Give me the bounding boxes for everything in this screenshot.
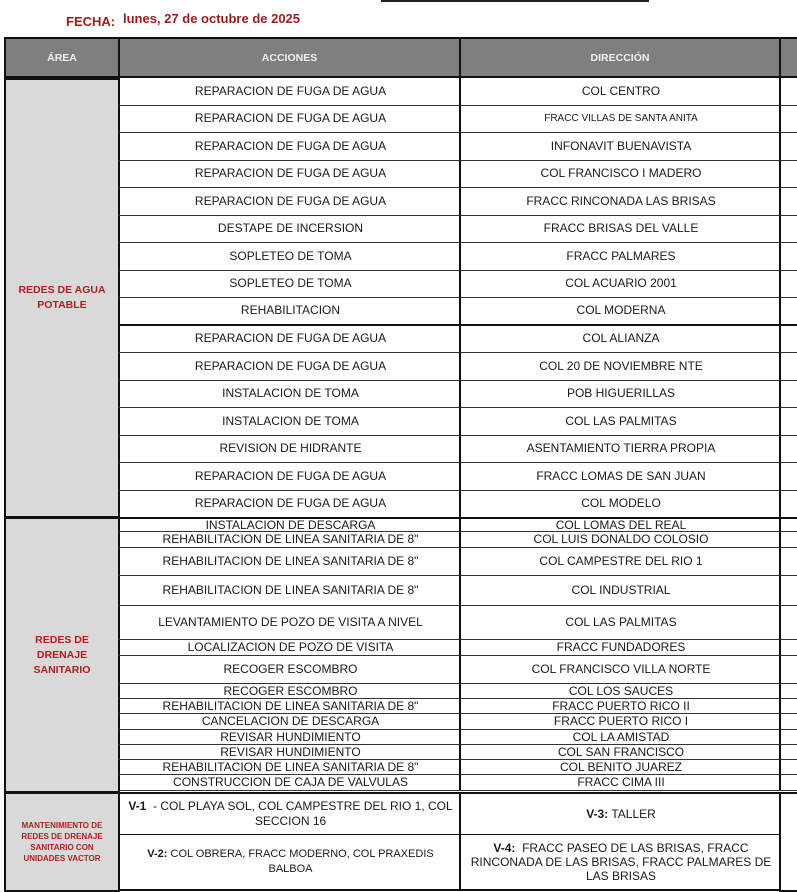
direccion-text: FRACC BRISAS DEL VALLE: [543, 221, 699, 236]
direccion-text: FRACC PALMARES: [566, 248, 676, 263]
direccion-text: COL INDUSTRIAL: [571, 583, 671, 597]
extra-col-cell: [779, 216, 797, 244]
direccion-text: COL LOS SAUCES: [568, 684, 674, 698]
accion-text: REHABILITACION DE LINEA SANITARIA DE 8": [162, 583, 419, 597]
direccion-text: ASENTAMIENTO TIERRA PROPIA: [526, 441, 716, 456]
table-row-accion: [118, 381, 461, 409]
table-row-direccion: [459, 532, 781, 548]
direccion-text: COL MODELO: [581, 496, 661, 511]
accion-text: DESTAPE DE INCERSION: [217, 221, 364, 236]
extra-col-cell: [779, 640, 797, 656]
direccion-text: COL BENITO JUAREZ: [559, 760, 683, 774]
table-row-accion: [118, 161, 461, 189]
table-row-direccion: [459, 106, 781, 134]
table-row-direccion: [459, 243, 781, 271]
table-row-direccion: [459, 656, 781, 684]
table-row-direccion: [459, 78, 781, 106]
header-direccion: DIRECCIÓN: [459, 37, 781, 78]
extra-col-cell: [779, 606, 797, 640]
table-row-accion: [118, 298, 461, 326]
header-acciones: ACCIONES: [118, 37, 461, 78]
table-row-direccion: [459, 730, 781, 745]
accion-text: REPARACION DE FUGA DE AGUA: [194, 138, 387, 153]
table-row-direccion: [459, 745, 781, 760]
table-row-accion: [118, 775, 461, 791]
table-row-direccion: [459, 548, 781, 576]
direccion-text: COL SAN FRANCISCO: [557, 745, 685, 759]
table-row-accion: [118, 684, 461, 699]
table-row-direccion: [459, 463, 781, 491]
extra-col-cell: [779, 408, 797, 436]
direccion-text: POB HIGUERILLAS: [566, 386, 676, 401]
extra-col-cell: [779, 775, 797, 791]
extra-col-cell: [779, 548, 797, 576]
direccion-text: FRACC VILLAS DE SANTA ANITA: [544, 113, 698, 125]
unit-text: TALLER: [611, 806, 656, 821]
extra-col-cell: [779, 684, 797, 699]
extra-col-cell: [779, 243, 797, 271]
direccion-text: COL FRANCISCO I MADERO: [540, 166, 702, 181]
extra-col-cell: [779, 517, 797, 532]
accion-text: REPARACION DE FUGA DE AGUA: [194, 496, 387, 511]
extra-col-cell: [779, 106, 797, 134]
accion-text: REHABILITACION DE LINEA SANITARIA DE 8": [162, 760, 419, 774]
unit-sep: -: [146, 799, 161, 813]
table-row-direccion: [459, 436, 781, 464]
table-row-accion: [118, 576, 461, 606]
table-row-direccion: [459, 133, 781, 161]
direccion-text: COL LOMAS DEL REAL: [555, 517, 687, 532]
accion-text: REPARACION DE FUGA DE AGUA: [194, 193, 387, 208]
direccion-text: COL CAMPESTRE DEL RIO 1: [539, 554, 703, 568]
extra-col-cell: [779, 792, 797, 892]
table-row-direccion: [459, 760, 781, 775]
extra-col-cell: [779, 271, 797, 299]
extra-col-cell: [779, 760, 797, 775]
direccion-text: COL MODERNA: [576, 303, 666, 318]
extra-col-cell: [779, 656, 797, 684]
accion-text: CONSTRUCCION DE CAJA DE VALVULAS: [173, 775, 408, 789]
accion-text: REVISAR HUNDIMIENTO: [220, 730, 361, 744]
accion-text: REPARACION DE FUGA DE AGUA: [194, 111, 387, 126]
accion-text: LOCALIZACION DE POZO DE VISITA: [187, 640, 394, 654]
extra-col-cell: [779, 436, 797, 464]
direccion-text: COL LAS PALMITAS: [565, 615, 677, 629]
area-mantenimiento-vactor: [4, 792, 120, 892]
table-row-direccion: [459, 606, 781, 640]
extra-col-cell: [779, 730, 797, 745]
table-row-direccion: [459, 353, 781, 381]
accion-text: SOPLETEO DE TOMA: [229, 248, 352, 263]
accion-text: RECOGER ESCOMBRO: [223, 662, 358, 676]
accion-text: INSTALACION DE DESCARGA: [205, 517, 376, 532]
area-agua-potable: [4, 78, 120, 518]
extra-col-cell: [779, 576, 797, 606]
extra-col-cell: [779, 714, 797, 730]
table-row-accion: [118, 188, 461, 216]
table-row-direccion: [459, 684, 781, 699]
direccion-text: FRACC LOMAS DE SAN JUAN: [536, 468, 706, 483]
direccion-text: COL FRANCISCO VILLA NORTE: [531, 662, 711, 676]
table-row-accion: [118, 436, 461, 464]
extra-col-cell: [779, 133, 797, 161]
table-row-accion: [118, 532, 461, 548]
accion-text: REVISAR HUNDIMIENTO: [220, 745, 361, 759]
table-row-accion: [118, 216, 461, 244]
table-row-accion: [118, 745, 461, 760]
accion-text: SOPLETEO DE TOMA: [229, 276, 352, 291]
extra-col-cell: [779, 745, 797, 760]
accion-text: INSTALACION DE TOMA: [222, 386, 359, 401]
direccion-text: FRACC FUNDADORES: [556, 640, 686, 654]
direccion-text: COL 20 DE NOVIEMBRE NTE: [539, 358, 703, 373]
table-row-accion: [118, 730, 461, 745]
direccion-text: INFONAVIT BUENAVISTA: [550, 138, 692, 153]
extra-col-cell: [779, 298, 797, 326]
extra-col-cell: [779, 353, 797, 381]
table-row-direccion: [459, 408, 781, 436]
direccion-text: FRACC CIMA III: [577, 775, 665, 789]
unit-text: FRACC PASEO DE LAS BRISAS, FRACC RINCONADA DE LAS BRISAS, FRACC PALMARES DE LAS BRISAS: [470, 841, 772, 883]
area-mantenimiento-vactor-label: MANTENIMIENTO DE REDES DE DRENAJE SANITARIO CON UNIDADES VACTOR: [21, 821, 103, 863]
table-row-direccion: [459, 161, 781, 189]
unit-code: V-2:: [147, 848, 168, 860]
table-row-direccion: [459, 381, 781, 409]
table-row-accion: [118, 760, 461, 775]
direccion-text: COL CENTRO: [581, 83, 661, 98]
accion-text: REHABILITACION DE LINEA SANITARIA DE 8": [162, 532, 419, 546]
area-drenaje-sanitario: [4, 517, 120, 793]
direccion-text: FRACC RINCONADA LAS BRISAS: [526, 193, 716, 208]
vactor-unit-v2: [118, 835, 461, 891]
area-drenaje-sanitario-label: REDES DE DRENAJE SANITARIO: [33, 633, 91, 676]
accion-text: REHABILITACION DE LINEA SANITARIA DE 8": [162, 699, 419, 713]
unit-code: V-1: [128, 799, 147, 813]
table-row-direccion: [459, 271, 781, 299]
table-row-direccion: [459, 714, 781, 730]
direccion-text: COL ACUARIO 2001: [565, 276, 677, 291]
unit-text: COL PLAYA SOL, COL CAMPESTRE DEL RIO 1, COL SECCION 16: [160, 799, 453, 828]
table-row-accion: [118, 640, 461, 656]
unit-code: V-3:: [586, 806, 609, 821]
table-row-accion: [118, 491, 461, 519]
accion-text: RECOGER ESCOMBRO: [223, 684, 358, 698]
vactor-unit-v3: [459, 792, 781, 836]
table-row-accion: [118, 106, 461, 134]
extra-col-cell: [779, 463, 797, 491]
table-row-accion: [118, 548, 461, 576]
table-row-accion: [118, 133, 461, 161]
accion-text: REPARACION DE FUGA DE AGUA: [194, 83, 387, 98]
extra-col-cell: [779, 78, 797, 106]
table-row-accion: [118, 78, 461, 106]
header-extra: [779, 37, 797, 78]
direccion-text: COL LA AMISTAD: [572, 730, 670, 744]
accion-text: REHABILITACION: [240, 303, 341, 318]
fecha-value: lunes, 27 de octubre de 2025: [123, 11, 301, 26]
table-row-accion: [118, 714, 461, 730]
direccion-text: FRACC PUERTO RICO II: [552, 699, 690, 713]
direccion-text: COL LAS PALMITAS: [565, 413, 677, 428]
table-row-accion: [118, 656, 461, 684]
table-row-accion: [118, 606, 461, 640]
accion-text: REPARACION DE FUGA DE AGUA: [194, 468, 387, 483]
table-row-accion: [118, 699, 461, 714]
table-row-direccion: [459, 188, 781, 216]
table-row-accion: [118, 408, 461, 436]
table-row-direccion: [459, 216, 781, 244]
top-rule: [381, 0, 649, 2]
accion-text: REPARACION DE FUGA DE AGUA: [194, 166, 387, 181]
vactor-unit-v1: [118, 792, 461, 836]
direccion-text: COL ALIANZA: [582, 331, 660, 346]
extra-col-cell: [779, 161, 797, 189]
accion-text: REVISION DE HIDRANTE: [219, 441, 362, 456]
direccion-text: COL LUIS DONALDO COLOSIO: [533, 532, 709, 546]
accion-text: LEVANTAMIENTO DE POZO DE VISITA A NIVEL: [158, 615, 423, 629]
table-row-direccion: [459, 640, 781, 656]
table-row-direccion: [459, 298, 781, 326]
unit-text: COL OBRERA, FRACC MODERNO, COL PRAXEDIS BALBOA: [170, 848, 434, 875]
accion-text: REPARACION DE FUGA DE AGUA: [194, 331, 387, 346]
extra-col-cell: [779, 532, 797, 548]
table-row-accion: [118, 353, 461, 381]
unit-code: V-4:: [493, 841, 516, 855]
accion-text: REHABILITACION DE LINEA SANITARIA DE 8": [162, 554, 419, 568]
extra-col-cell: [779, 381, 797, 409]
area-agua-potable-label: REDES DE AGUA POTABLE: [18, 284, 106, 311]
table-row-direccion: [459, 699, 781, 714]
table-row-accion: [118, 243, 461, 271]
table-row-direccion: [459, 491, 781, 519]
extra-col-cell: [779, 326, 797, 354]
fecha-label: FECHA:: [66, 14, 116, 29]
extra-col-cell: [779, 188, 797, 216]
table-row-accion: [118, 271, 461, 299]
table-row-accion: [118, 517, 461, 532]
accion-text: CANCELACION DE DESCARGA: [201, 714, 380, 728]
accion-text: REPARACION DE FUGA DE AGUA: [194, 358, 387, 373]
table-row-accion: [118, 326, 461, 354]
extra-col-cell: [779, 699, 797, 714]
vactor-unit-v4: [459, 835, 781, 891]
table-row-direccion: [459, 326, 781, 354]
table-row-accion: [118, 463, 461, 491]
table-row-direccion: [459, 775, 781, 791]
direccion-text: FRACC PUERTO RICO I: [553, 714, 689, 728]
header-area: ÁREA: [4, 37, 120, 78]
accion-text: INSTALACION DE TOMA: [222, 413, 359, 428]
extra-col-cell: [779, 491, 797, 519]
table-row-direccion: [459, 576, 781, 606]
table-row-direccion: [459, 517, 781, 532]
